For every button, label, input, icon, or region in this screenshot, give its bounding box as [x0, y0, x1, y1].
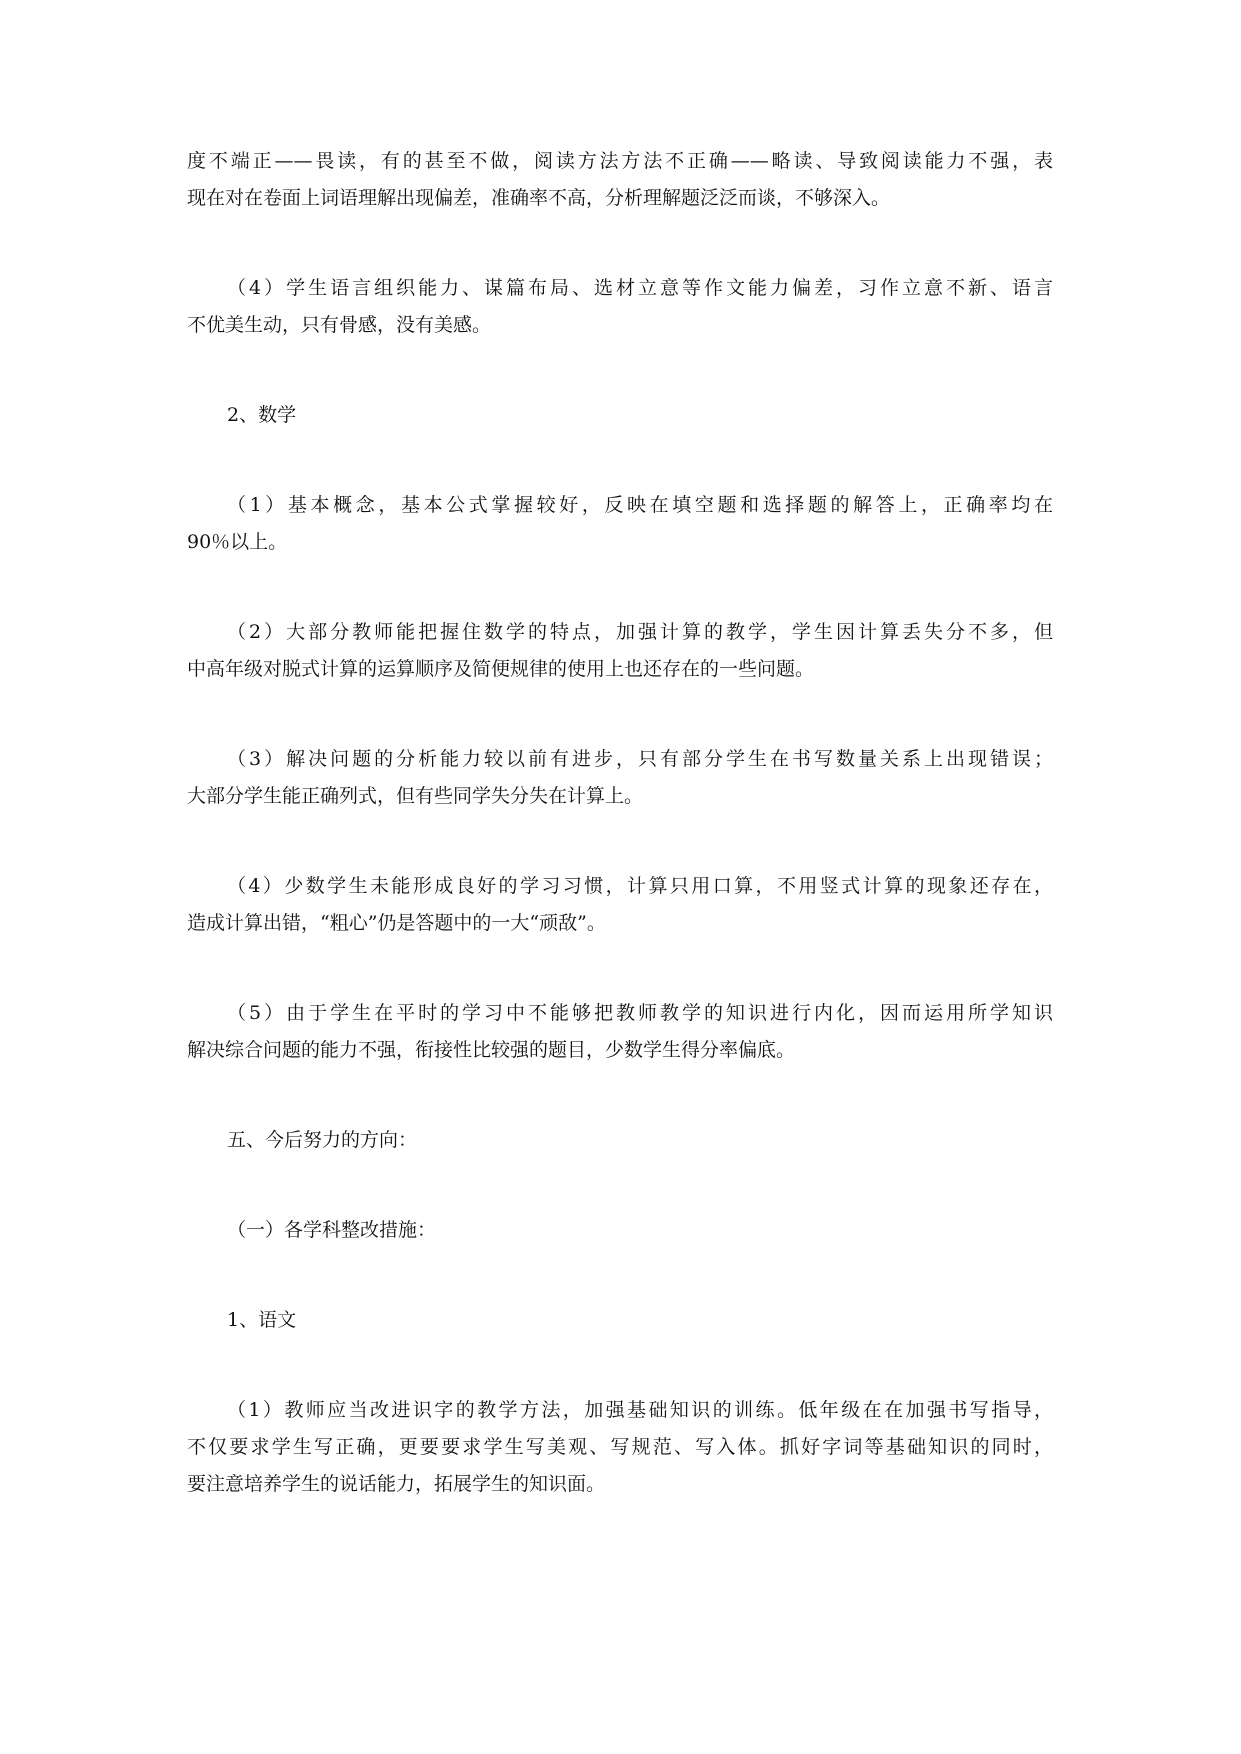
text-line: 中高年级对脱式计算的运算顺序及简便规律的使用上也还存在的一些问题。 [187, 658, 815, 680]
text-line: （4）少数学生未能形成良好的学习习惯，计算只用口算，不用竖式计算的现象还存在， [227, 875, 1053, 897]
paragraph [187, 614, 1053, 688]
paragraph [187, 868, 1053, 942]
paragraph [187, 143, 1053, 217]
text-line: （4）学生语言组织能力、谋篇布局、选材立意等作文能力偏差，习作立意不新、语言 [227, 277, 1053, 299]
text-line: 解决综合问题的能力不强，衔接性比较强的题目，少数学生得分率偏底。 [187, 1039, 796, 1061]
section-heading [187, 1302, 1053, 1339]
paragraph [187, 1392, 1053, 1503]
text-line: 2、数学 [227, 404, 297, 426]
text-line: 要注意培养学生的说话能力，拓展学生的知识面。 [187, 1473, 606, 1495]
text-line: 90％以上。 [187, 531, 288, 553]
paragraph [187, 487, 1053, 561]
text-line: 1、语文 [227, 1309, 297, 1331]
text-line: 五、今后努力的方向： [227, 1129, 418, 1151]
text-line: 造成计算出错，“粗心”仍是答题中的一大“顽敌”。 [187, 912, 606, 934]
section-heading [187, 1122, 1053, 1159]
text-line: （一）各学科整改措施： [227, 1219, 437, 1241]
text-line: 大部分学生能正确列式，但有些同学失分失在计算上。 [187, 785, 644, 807]
section-heading [187, 397, 1053, 434]
section-heading [187, 1212, 1053, 1249]
text-line: （1）教师应当改进识字的教学方法，加强基础知识的训练。低年级在在加强书写指导， [227, 1399, 1053, 1421]
paragraph [187, 995, 1053, 1069]
text-line: （5）由于学生在平时的学习中不能够把教师教学的知识进行内化，因而运用所学知识 [227, 1002, 1053, 1024]
text-line: （2）大部分教师能把握住数学的特点，加强计算的教学，学生因计算丢失分不多，但 [227, 621, 1053, 643]
text-line: 度不端正——畏读，有的甚至不做，阅读方法方法不正确——略读、导致阅读能力不强，表 [187, 150, 1053, 172]
text-line: 不仅要求学生写正确，更要要求学生写美观、写规范、写入体。抓好字词等基础知识的同时， [187, 1436, 1053, 1458]
text-line: 现在对在卷面上词语理解出现偏差，准确率不高，分析理解题泛泛而谈，不够深入。 [187, 187, 891, 209]
text-line: （1）基本概念，基本公式掌握较好，反映在填空题和选择题的解答上，正确率均在 [227, 494, 1053, 516]
text-line: （3）解决问题的分析能力较以前有进步，只有部分学生在书写数量关系上出现错误； [227, 748, 1053, 770]
paragraph [187, 741, 1053, 815]
document-body [187, 143, 1053, 1503]
text-line: 不优美生动，只有骨感，没有美感。 [187, 314, 492, 336]
paragraph [187, 270, 1053, 344]
